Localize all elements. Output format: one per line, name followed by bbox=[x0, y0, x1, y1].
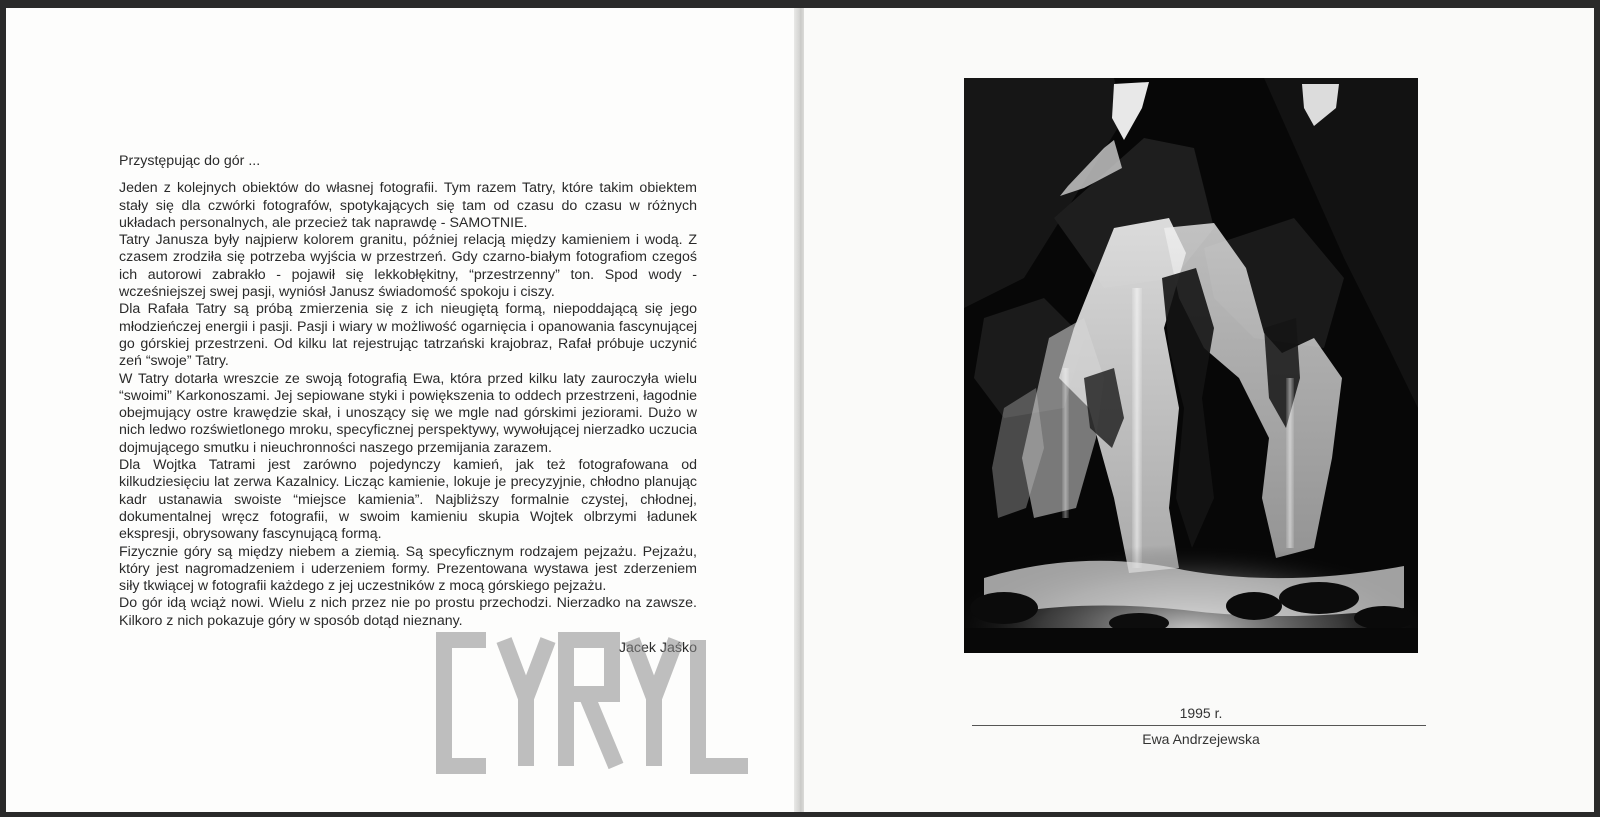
essay-paragraph: W Tatry dotarła wreszcie ze swoją fotografią Ewa, która przed kilku laty zauroczyła wielu “swoimi” Karkonoszami. Jej sepiowane styki i powiększenia to oddech przestrzeni, łagodnie obejmujący ostre krawędzie skał, i unoszący się we mgle nad górskimi jeziorami. Dużo w nich ledwo rozświetlonego mroku, specyficznej perspektywy, wywołującej nierzadko uczucia dojmującego smutku i nieuchronności naszego przemijania zarazem. bbox=[119, 370, 697, 456]
essay-paragraph: Dla Rafała Tatry są próbą zmierzenia się z ich nieugiętą formą, niepoddającą się jego młodzieńczej energii i pasji. Pasji i wiary w możliwość ogarnięcia i opanowania fascynującej go górskiej przestrzeni. Od kilku lat rejestrując tatrzański krajobraz, Rafał próbuje uczynić zeń “swoje” Tatry. bbox=[119, 301, 697, 370]
essay-intro: Przystępując do gór ... bbox=[119, 153, 261, 169]
essay-paragraph: Jeden z kolejnych obiektów do własnej fotografii. Tym razem Tatry, które takim obiektem stały się dla czwórki fotografów, spotykających się tam od czasu do czasu w różnych układach personalnych, ale przecież tak naprawdę - SAMOTNIE. bbox=[119, 180, 697, 231]
book-spread bbox=[6, 8, 1594, 812]
essay-paragraph: Do gór idą wciąż nowi. Wielu z nich przez nie po prostu przechodzi. Nierzadko na zawsze. Kilkoro z nich pokazuje góry w sposób dotąd nieznany. bbox=[119, 595, 697, 629]
waterfall-photograph bbox=[964, 78, 1418, 653]
essay-author: Jacek Jaśko bbox=[618, 640, 697, 657]
photo-year: 1995 r. bbox=[1179, 705, 1223, 721]
essay-text bbox=[119, 153, 697, 657]
waterfall-image bbox=[964, 78, 1418, 653]
essay-paragraph: Tatry Janusza były najpierw kolorem granitu, później relacją między kamieniem i wodą. Z czasem zrodziła się potrzeba wyjścia w przestrzeń. Gdy czarno-białym fotografiom czegoś ich autorowi zabrakło - pojawił się lekkobłękitny, “przestrzenny” ton. Spod wody - wcześniejszej swej pasji, wyniósł Janusz świadomość spokoju i ciszy. bbox=[119, 232, 697, 301]
right-page bbox=[804, 8, 1594, 812]
left-page bbox=[6, 8, 796, 812]
essay-paragraph: Dla Wojtka Tatrami jest zarówno pojedynczy kamień, jak też fotografowana od kilkudziesięciu lat zerwa Kazalnicy. Licząc kamienie, lokuje je precyzyjnie, chłodno planując kadr ustanawia swoiste “miejsce kamienia”. Najbliższy formalnie czystej, chłodnej, dokumentalnej wręcz fotografii, w swoim kamieniu skupia Wojtek olbrzymi ładunek ekspresji, obrysowany fascynującą formą. bbox=[119, 457, 697, 543]
essay-paragraph: Fizycznie góry są między niebem a ziemią. Są specyficznym rodzajem pejzażu. Pejzażu, który jest nagromadzeniem i uderzeniem formy. Prezentowana wystawa jest zderzeniem siły tkwiącej w fotografii każdego z jej uczestników z mocą górskiego pejzażu. bbox=[119, 543, 697, 595]
caption-divider bbox=[972, 725, 1426, 726]
photographer-name: Ewa Andrzejewska bbox=[1142, 731, 1260, 747]
